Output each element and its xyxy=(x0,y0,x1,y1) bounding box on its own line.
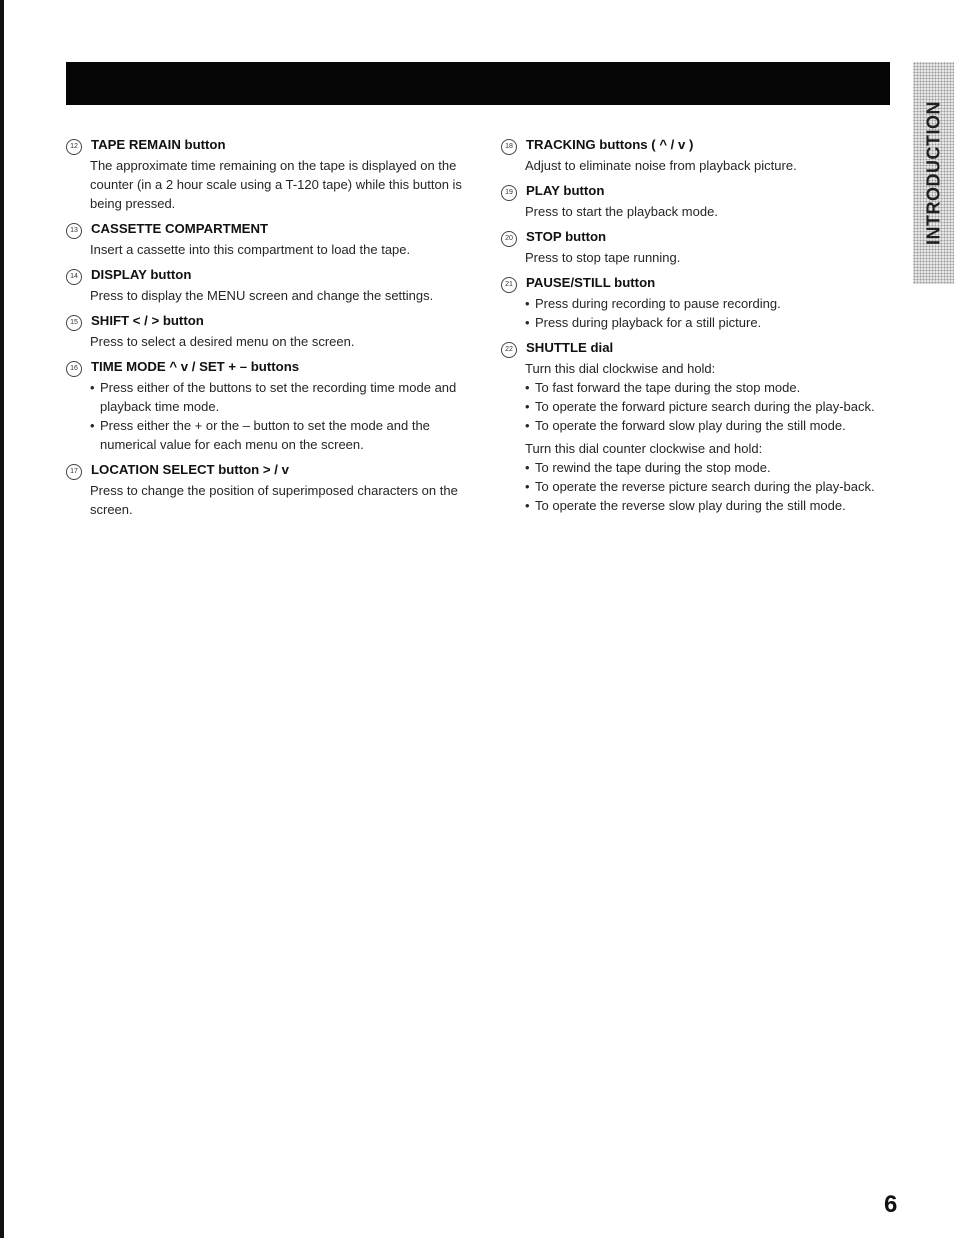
item-number-badge: 22 xyxy=(501,342,517,358)
item-title xyxy=(66,265,466,286)
item-title xyxy=(66,135,466,156)
bullet-item: • To rewind the tape during the stop mode. xyxy=(525,458,881,477)
item-bullet-list xyxy=(501,378,881,435)
item-title-text: TIME MODE ^ v / SET + – buttons xyxy=(91,359,300,374)
item-title-text: SHIFT < / > button xyxy=(91,313,204,328)
bullet-item: • Press during recording to pause recording. xyxy=(525,294,881,313)
item-title xyxy=(501,135,881,156)
left-column xyxy=(66,135,466,525)
item-number-badge: 13 xyxy=(66,223,82,239)
item-cassette-compartment xyxy=(66,219,466,259)
item-title-text: LOCATION SELECT button > / v xyxy=(91,462,289,477)
item-time-mode-buttons xyxy=(66,357,466,454)
section-tab xyxy=(913,62,954,284)
item-shift-button xyxy=(66,311,466,351)
item-description: Adjust to eliminate noise from playback picture. xyxy=(525,158,797,173)
scan-edge xyxy=(0,0,4,1238)
item-description: Press to change the position of superimposed characters on the screen. xyxy=(90,483,458,517)
item-title xyxy=(501,338,881,359)
item-title-text: DISPLAY button xyxy=(91,267,192,282)
item-title xyxy=(501,227,881,248)
item-title xyxy=(501,273,881,294)
item-description: Press to select a desired menu on the screen. xyxy=(90,334,355,349)
item-title-text: STOP button xyxy=(526,229,607,244)
item-title xyxy=(501,181,881,202)
item-number-badge: 18 xyxy=(501,139,517,155)
item-bullet-list xyxy=(501,294,881,332)
item-number-badge: 15 xyxy=(66,315,82,331)
item-shuttle-dial xyxy=(501,338,881,515)
item-title-text: TRACKING buttons ( ^ / v ) xyxy=(526,137,694,152)
bullet-item: • Press either the + or the – button to set the mode and the numerical value for each menu on the screen. xyxy=(90,416,466,454)
item-description: Press to display the MENU screen and change the settings. xyxy=(90,288,434,303)
item-play-button xyxy=(501,181,881,221)
item-number-badge: 17 xyxy=(66,464,82,480)
bullet-item: • To operate the reverse picture search during the play-back. xyxy=(525,477,881,496)
item-description: Turn this dial clockwise and hold: xyxy=(525,361,716,376)
item-title-text: PLAY button xyxy=(526,183,605,198)
item-number-badge: 16 xyxy=(66,361,82,377)
item-number-badge: 19 xyxy=(501,185,517,201)
item-title-text: TAPE REMAIN button xyxy=(91,137,226,152)
item-number-badge: 21 xyxy=(501,277,517,293)
bullet-item: • To operate the reverse slow play during the still mode. xyxy=(525,496,881,515)
item-pause-still-button xyxy=(501,273,881,332)
item-title-text: PAUSE/STILL button xyxy=(526,275,656,290)
bullet-item: • To operate the forward picture search during the play-back. xyxy=(525,397,881,416)
item-tape-remain xyxy=(66,135,466,213)
item-description: Insert a cassette into this compartment to load the tape. xyxy=(90,242,411,257)
item-stop-button xyxy=(501,227,881,267)
item-title xyxy=(66,357,466,378)
bullet-item: • Press during playback for a still picture. xyxy=(525,313,881,332)
item-title xyxy=(66,460,466,481)
section-tab-label: INTRODUCTION xyxy=(923,101,943,245)
item-title-text: SHUTTLE dial xyxy=(526,340,614,355)
item-display-button xyxy=(66,265,466,305)
item-title xyxy=(66,219,466,240)
item-description: Press to start the playback mode. xyxy=(525,204,718,219)
item-description: The approximate time remaining on the tape is displayed on the counter (in a 2 hour scale using a T-120 tape) while this button is being pressed. xyxy=(90,158,462,211)
item-bullet-list xyxy=(66,378,466,454)
bullet-item: • To operate the forward slow play during the still mode. xyxy=(525,416,881,435)
item-title xyxy=(66,311,466,332)
header-bar xyxy=(66,62,890,105)
bullet-item: • To fast forward the tape during the stop mode. xyxy=(525,378,881,397)
item-number-badge: 14 xyxy=(66,269,82,285)
item-title-text: CASSETTE COMPARTMENT xyxy=(91,221,269,236)
item-number-badge: 12 xyxy=(66,139,82,155)
right-column xyxy=(501,135,881,521)
bullet-item: • Press either of the buttons to set the recording time mode and playback time mode. xyxy=(90,378,466,416)
item-location-select xyxy=(66,460,466,519)
page-number: 6 xyxy=(884,1191,898,1218)
item-bullet-list xyxy=(501,458,881,515)
item-tracking-buttons xyxy=(501,135,881,175)
item-number-badge: 20 xyxy=(501,231,517,247)
item-description: Turn this dial counter clockwise and hold: xyxy=(525,441,763,456)
item-description: Press to stop tape running. xyxy=(525,250,681,265)
